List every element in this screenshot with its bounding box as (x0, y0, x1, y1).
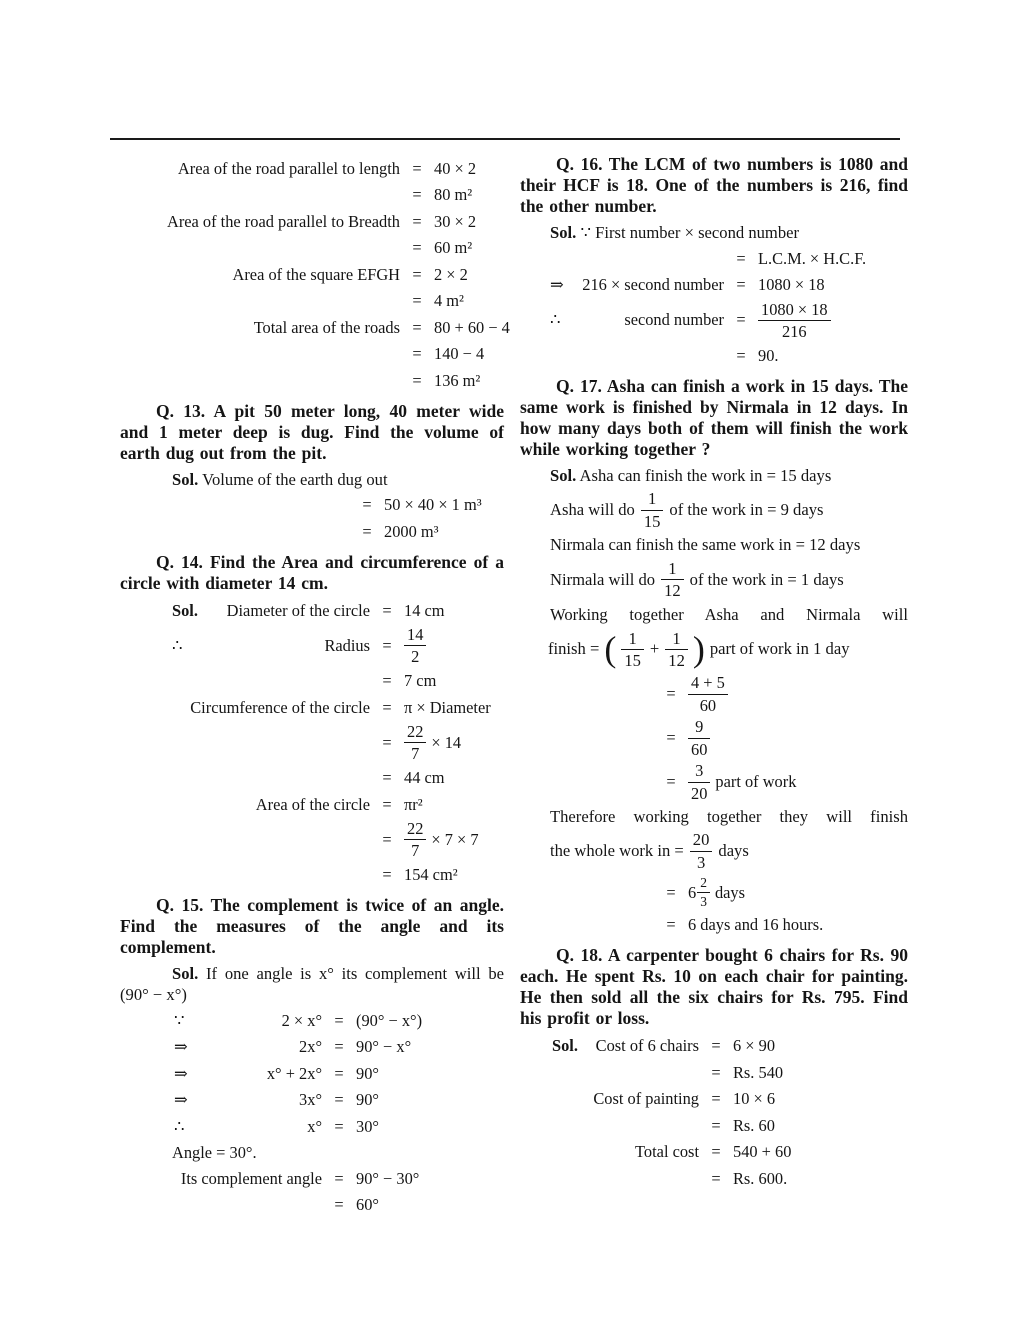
fraction-numerator: 1 (621, 629, 644, 650)
equation-row (120, 1167, 504, 1191)
line-suffix: days (718, 841, 749, 861)
equals-sign: = (334, 1037, 344, 1057)
equation-row (120, 1009, 504, 1033)
equals-sign: = (412, 238, 422, 257)
equation-rhs: 80 m² (434, 185, 473, 204)
fraction-denominator: 12 (668, 650, 685, 670)
equals-sign: = (736, 345, 746, 365)
equals-sign: = (666, 772, 676, 791)
fraction-numerator: 1 (641, 489, 664, 510)
equals-sign: = (382, 697, 392, 717)
equation-row (520, 1140, 908, 1164)
equation-rhs: 2000 m³ (384, 521, 439, 541)
equals-sign: = (736, 310, 746, 330)
fraction-denominator: 60 (691, 739, 708, 759)
fraction-denominator: 60 (699, 695, 717, 715)
fraction-numerator: 1080 × 18 (758, 300, 831, 321)
fraction-denominator: 12 (664, 581, 681, 601)
equals-sign: = (711, 1036, 721, 1056)
solution-label: Sol. (172, 469, 199, 489)
line-suffix: of the work in = 1 days (689, 569, 844, 589)
therefore-symbol: ∴ (550, 310, 561, 330)
equation-row (120, 316, 510, 340)
fraction (621, 629, 644, 671)
equation-rhs: 90° − x° (356, 1037, 412, 1057)
equation-rhs: 136 m² (434, 370, 481, 390)
equation-label: Radius (324, 635, 370, 655)
equals-sign: = (362, 495, 372, 515)
fraction-denominator: 3 (696, 852, 706, 872)
equation-row (120, 183, 504, 207)
equals-sign: = (412, 344, 422, 363)
therefore-symbol: ∴ (174, 1116, 185, 1136)
equation-rhs: 4 m² (434, 291, 464, 310)
equation-row (520, 673, 908, 714)
equation-rhs: 7 cm (404, 671, 437, 691)
equals-sign: = (382, 732, 392, 752)
big-paren-open: ( (604, 629, 617, 670)
therefore-line: Therefore working together they will finish (550, 806, 908, 826)
equation-row (120, 263, 504, 287)
equation-rhs (395, 625, 504, 666)
top-rule (110, 138, 900, 140)
question-17-paragraph: Q. 17. Asha can finish a work in 15 days. The same work is finished by Nirmala in 12 days. In how many days both of them will finish the work while working together ? (520, 375, 908, 459)
equation-rhs: 90° − 30° (356, 1168, 420, 1188)
equation-rhs: 90° (356, 1090, 379, 1110)
equation-rhs (395, 819, 504, 860)
equals-sign: = (382, 600, 392, 620)
equation-row (120, 722, 504, 763)
equation-row (120, 289, 504, 313)
equation-row (120, 236, 504, 260)
equation-label: Total cost (635, 1142, 699, 1162)
equation-rhs (679, 761, 908, 802)
fraction-denominator: 2 (411, 647, 420, 667)
equation-label: Area of the road parallel to length (177, 158, 400, 178)
implies-arrow: ⇒ (174, 1090, 188, 1110)
fraction-numerator: 22 (404, 819, 426, 840)
because-symbol: ∵ (580, 223, 592, 242)
question-16-paragraph: Q. 16. The LCM of two numbers is 1080 and their HCF is 18. One of the numbers is 216, find the other number. (520, 154, 908, 216)
equation-rhs: π × Diameter (404, 697, 491, 717)
mixed-number (688, 875, 710, 910)
equals-sign: = (711, 1115, 721, 1135)
fraction (661, 559, 684, 601)
complement-equations (120, 1167, 504, 1218)
fraction-numerator: 9 (688, 717, 710, 738)
nirmala-fraction-line (550, 559, 908, 601)
equation-row (520, 875, 908, 910)
equation-rhs: 30° (356, 1116, 379, 1136)
fraction-denominator: 15 (624, 650, 641, 670)
equals-sign: = (736, 248, 746, 268)
asha-fraction-line (550, 489, 908, 531)
equation-rhs: 40 × 2 (434, 158, 477, 178)
equation-rhs: (90° − x°) (356, 1010, 423, 1030)
q13-equations (120, 493, 504, 544)
equals-sign: = (711, 1062, 721, 1082)
equation-row (120, 493, 504, 517)
equals-sign: = (382, 829, 392, 849)
equals-sign: = (334, 1195, 344, 1215)
solution-label: Sol. (550, 465, 577, 485)
equation-rhs: 6 × 90 (733, 1036, 776, 1056)
equation-row (120, 210, 504, 234)
equation-rhs: πr² (404, 794, 423, 814)
equation-rhs: 2 × 2 (434, 264, 468, 284)
equals-sign: = (362, 521, 372, 541)
line-suffix: of the work in = 9 days (669, 500, 824, 520)
whole-number: 6 (688, 882, 697, 902)
solution-label: Sol. (172, 964, 199, 984)
equation-row (120, 1035, 504, 1059)
equation-rhs: 90° (356, 1063, 379, 1083)
equation-row (120, 342, 504, 366)
equation-row (520, 273, 908, 297)
equation-row (120, 1115, 504, 1139)
equation-row (520, 1034, 908, 1058)
solution-text: Volume of the earth dug out (202, 469, 388, 489)
implies-arrow: ⇒ (174, 1063, 188, 1083)
line-prefix: finish = (548, 639, 600, 659)
question-14-paragraph: Q. 14. Find the Area and circumference of a circle with diameter 14 cm. (120, 551, 504, 593)
equation-row (120, 157, 504, 181)
equation-rhs (395, 722, 504, 763)
equation-label: 216 × second number (582, 275, 724, 295)
equals-sign: = (334, 1116, 344, 1136)
question-15-paragraph: Q. 15. The complement is twice of an angle. Find the measures of the angle and its complement. (120, 895, 504, 958)
equation-rhs: Rs. 540 (733, 1062, 784, 1082)
equation-rhs: 1080 × 18 (758, 275, 825, 295)
solution-text: Asha can finish the work in = 15 days (579, 465, 832, 485)
fraction-denominator: 15 (643, 511, 661, 531)
equation-rhs: 60° (356, 1195, 379, 1215)
equation-row (120, 819, 504, 860)
because-symbol: ∵ (174, 1010, 185, 1030)
equation-label: Its complement angle (180, 1168, 322, 1188)
implies-arrow: ⇒ (174, 1037, 188, 1057)
equals-sign: = (382, 794, 392, 814)
equation-label: Area of the road parallel to Breadth (166, 211, 400, 231)
fraction (690, 830, 713, 872)
equation-row (120, 520, 504, 544)
equals-sign: = (334, 1063, 344, 1083)
equals-sign: = (382, 768, 392, 788)
equation-rhs: 30 × 2 (434, 211, 477, 231)
equals-sign: = (711, 1168, 721, 1188)
equals-sign: = (412, 211, 422, 231)
nirmala-line: Nirmala can finish the same work in = 12 days (550, 535, 861, 555)
equation-row (520, 344, 908, 368)
solution-17-line (520, 466, 908, 487)
equation-row (120, 863, 504, 887)
equation-label: Cost of 6 chairs (595, 1036, 699, 1056)
equation-row (520, 1167, 908, 1191)
line-prefix: the whole work in = (550, 841, 684, 861)
equation-tail: × 14 (431, 732, 462, 752)
fraction (404, 722, 426, 763)
q15-equations (120, 1009, 504, 1139)
equation-label: Diameter of the circle (226, 600, 370, 620)
fraction-denominator: 216 (782, 321, 807, 341)
equation-row (120, 1088, 504, 1112)
equation-tail: days (714, 882, 745, 902)
fraction (404, 625, 426, 666)
equation-rhs: 80 + 60 − 4 (434, 317, 510, 337)
equals-sign: = (334, 1168, 344, 1188)
equals-sign: = (382, 865, 392, 885)
equation-rhs (679, 673, 908, 714)
equation-label: second number (624, 310, 724, 330)
implies-arrow: ⇒ (550, 275, 564, 295)
equals-sign: = (382, 635, 392, 655)
equation-label: Total area of the roads (253, 317, 400, 337)
therefore-symbol: ∴ (172, 635, 183, 655)
equals-sign: = (666, 684, 676, 704)
line-suffix: part of work in 1 day (709, 639, 850, 659)
equals-sign: = (382, 671, 392, 691)
fraction-numerator: 22 (404, 722, 426, 743)
q14-equations (120, 599, 504, 887)
fraction (688, 717, 710, 758)
question-18-paragraph: Q. 18. A carpenter bought 6 chairs for Rs. 90 each. He spent Rs. 10 on each chair for painting. He then sold all the six chairs for Rs. 795. Find his profit or loss. (520, 945, 908, 1029)
fraction (665, 629, 688, 671)
equals-sign: = (711, 1089, 721, 1109)
equals-sign: = (334, 1010, 344, 1030)
equation-label: 2 × x° (281, 1010, 322, 1030)
equation-row (120, 696, 504, 720)
equation-row (120, 369, 504, 393)
fraction (758, 300, 831, 341)
equation-rhs (749, 300, 908, 341)
equation-row (120, 793, 504, 817)
equation-row (520, 1061, 908, 1085)
equation-label: x° + 2x° (266, 1063, 322, 1083)
fraction (404, 819, 426, 860)
fraction-denominator: 20 (691, 783, 708, 803)
fraction (641, 489, 664, 531)
equation-rhs: 44 cm (404, 768, 445, 788)
fraction-numerator: 2 (697, 875, 710, 893)
equals-sign: = (711, 1142, 721, 1162)
line-prefix: Asha will do (550, 500, 635, 520)
equation-row (520, 247, 908, 271)
equation-row (120, 625, 504, 666)
angle-result-line: Angle = 30°. (172, 1142, 257, 1162)
equation-label: Area of the square EFGH (232, 264, 400, 284)
whole-work-line (550, 830, 908, 872)
solution-label: Sol. (550, 223, 577, 242)
fraction-numerator: 14 (404, 625, 426, 646)
right-column (520, 154, 908, 1220)
equals-sign: = (412, 291, 422, 310)
roads-area-equations (120, 157, 510, 393)
plus-sign: + (649, 639, 660, 659)
solution-13-line (120, 470, 504, 491)
equation-rhs: 140 − 4 (434, 344, 485, 363)
equals-sign: = (334, 1090, 344, 1110)
fraction-denominator: 7 (411, 841, 420, 861)
equation-rhs: 60 m² (434, 238, 473, 257)
equals-sign: = (666, 728, 676, 748)
question-13-paragraph: Q. 13. A pit 50 meter long, 40 meter wide and 1 meter deep is dug. Find the volume of earth dug out from the pit. (120, 400, 504, 463)
equals-sign: = (666, 915, 676, 935)
equals-sign: = (666, 882, 676, 902)
equals-sign: = (412, 185, 422, 204)
equation-rhs: Rs. 600. (733, 1168, 788, 1188)
left-column (120, 154, 510, 1220)
equation-row (120, 1193, 504, 1217)
q18-equations (520, 1034, 908, 1191)
fraction (697, 875, 710, 910)
equation-row (120, 766, 504, 790)
equation-rhs: Rs. 60 (733, 1115, 775, 1135)
fraction-numerator: 1 (661, 559, 684, 580)
equation-label: Cost of painting (593, 1089, 699, 1109)
equation-row (520, 913, 908, 937)
fraction-denominator: 7 (411, 744, 420, 764)
equation-label: x° (307, 1116, 322, 1136)
finish-expression-line (548, 629, 908, 671)
equation-tail: part of work (715, 772, 797, 791)
equation-rhs: 50 × 40 × 1 m³ (384, 495, 482, 515)
equation-label: Area of the circle (255, 794, 370, 814)
solution-text: First number × second number (595, 223, 800, 242)
solution-text: If one angle is x° its complement will be (90° − x°) (120, 964, 504, 1004)
equals-sign: = (412, 370, 422, 390)
equation-row (120, 1062, 504, 1086)
fraction-numerator: 3 (688, 761, 710, 782)
line-prefix: Nirmala will do (550, 569, 656, 589)
equation-row (520, 1087, 908, 1111)
equation-rhs: 154 cm² (404, 865, 458, 885)
q16-equations (520, 247, 908, 368)
fraction-numerator: 20 (690, 830, 713, 851)
equation-label: Circumference of the circle (190, 697, 370, 717)
equation-rhs: 90. (758, 345, 779, 365)
equation-label: 2x° (299, 1037, 322, 1057)
fraction-denominator: 3 (700, 894, 707, 910)
equation-rhs (679, 875, 908, 910)
solution-label: Sol. (552, 1036, 578, 1056)
equals-sign: = (412, 158, 422, 178)
solution-label: Sol. (172, 600, 198, 620)
fraction (688, 761, 710, 802)
q17-result-equations (520, 875, 908, 937)
q17-center-equations (520, 673, 908, 802)
equation-row (520, 300, 908, 341)
working-together-line: Working together Asha and Nirmala will (550, 604, 908, 624)
equation-rhs: 10 × 6 (733, 1089, 776, 1109)
fraction (688, 673, 728, 714)
fraction-numerator: 1 (665, 629, 688, 650)
equation-row (120, 599, 504, 623)
equals-sign: = (412, 317, 422, 337)
big-paren-close: ) (692, 629, 705, 670)
equation-row (120, 669, 504, 693)
two-column-layout (120, 154, 908, 1220)
solution-16-line (520, 223, 908, 244)
solution-15-line (120, 964, 504, 1005)
equation-rhs (679, 717, 908, 758)
equation-tail: × 7 × 7 (431, 829, 479, 849)
equation-label: 3x° (299, 1090, 322, 1110)
equation-row (520, 1114, 908, 1138)
equation-rhs: L.C.M. × H.C.F. (758, 248, 867, 268)
equals-sign: = (736, 275, 746, 295)
equation-row (520, 761, 908, 802)
equation-rhs: 6 days and 16 hours. (688, 915, 824, 935)
equation-row (520, 717, 908, 758)
equation-rhs: 540 + 60 (733, 1142, 792, 1162)
equation-rhs: 14 cm (404, 600, 445, 620)
fraction-numerator: 4 + 5 (688, 673, 728, 694)
equals-sign: = (412, 264, 422, 284)
